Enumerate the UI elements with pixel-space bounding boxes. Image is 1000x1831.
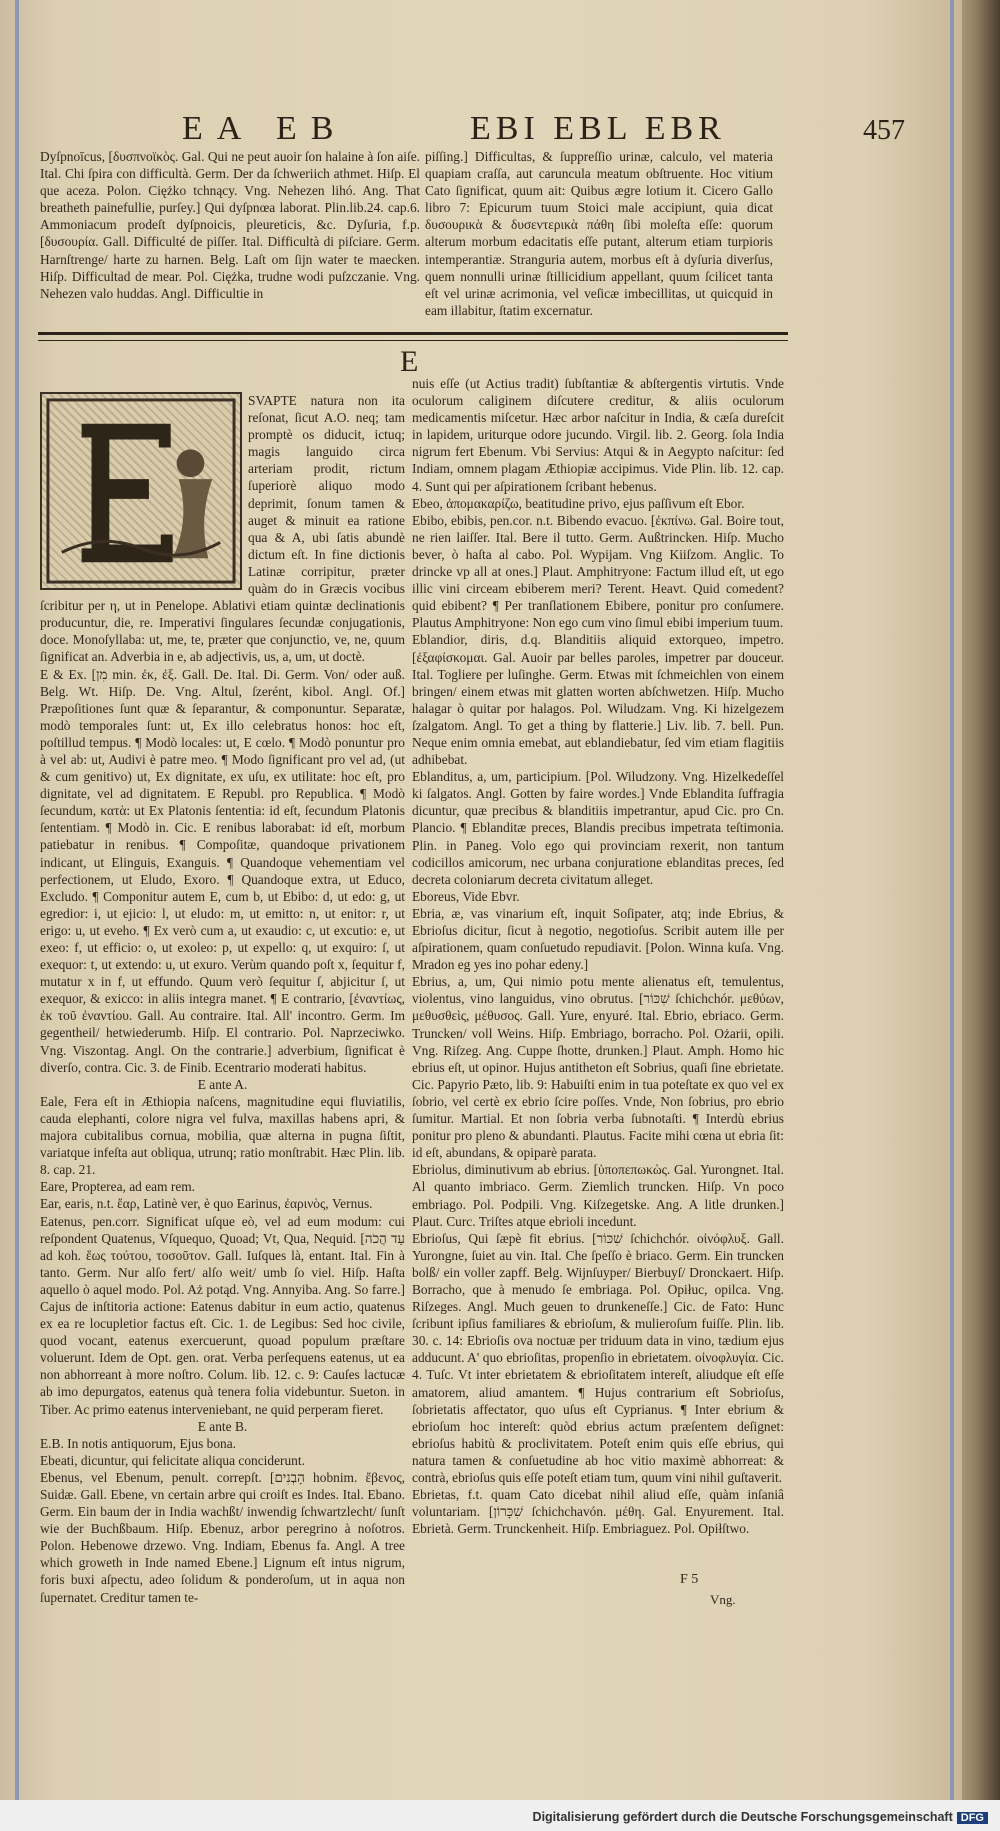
entry-ebriosus: Ebrioſus, Qui ſæpè fit ebrius. [שִׁכּוֹר ſchichchór. οἰνόφλυξ. Gall. Yurongne, ſuiet au vin. Ital. Che ſpeſſo è briaco. Germ. Ein truncken bolß/ ein voller zapff. Belg. Wijnſuyper/ Bierbuyſ/ Dronckaert. Hiſp. Borracho, que à menudo ſe embriaga. Pol. Opiłuc, opilca. Vng. Riſzeges. Angl. Much geuen to drunkeneſſe.] Cic. de Fato: Hunc ſcribunt ipſius familiares & ebrioſum, & mulieroſum fuiſſe. Plin. lib. 30. c. 14: Ebrioſis ova noctuæ per triduum data in vino, tædium ejus adducunt. A' quo ebrioſitas, propenſio in ebrietatem. οἰνοφλυγία. Cic. 4. Tuſc. Vt inter ebrietatem & ebrioſitatem intereſt, aliudque eſt eſſe amatorem, aliud amantem. ¶ Hujus contrarium eſt Sobrioſus, ſobrietatis affectator, quo uſus eſt Cyprianus. ¶ Inter ebrium & ebrioſum hoc intereſt: quòd ebrius actum præſentem deſignet: ebrioſus habitù & proclivitatem. Poteſt enim quis eſſe ebrius, qui natura tamen & conſuetudine ab hoc vitio maximè abhorreat: & contrà, ebrioſus quis eſſe poteſt etiam tum, quum vini nihil guſtaverit. <box>412 1230 784 1485</box>
entry-ear: Ear, earis, n.t. ἔαρ, Latinè ver, è quo Earinus, ἐαρινὸς, Vernus. <box>40 1196 373 1212</box>
entry-ebibo: Ebibo, ebibis, pen.cor. n.t. Bibendo evacuo. [ἐκπίνω. Gal. Boire tout, ne rien laiſſer. Ital. Bere il tutto. Germ. Außtrincken. Hiſp. Mucho bever, ò haſta al cabo. Pol. Wypijam. Vng Kiiſzom. Anglic. To drincke vp all at ones.] Plaut. Amphitryone: Factum illud eſt, ut ego illic vini circeam ebiberem meri? Terent. Heavt. Quid comedent? quid ebibent? ¶ Per tranſlationem Ebibere, ponitur pro conſumere. Plautus Amphitryone: Non ego cum vino ſimul ebibi imperium tuum. <box>412 512 784 631</box>
top-left-column <box>40 148 420 302</box>
entry-ebeo: Ebeo, ἀπομακαρίζω, beatitudine privo, ejus paſſivum eſt Ebor. <box>412 495 745 511</box>
entry-e-ex: E & Ex. [מִן min. ἐκ, ἐξ. Gall. De. Ital. Di. Germ. Von/ oder auß. Belg. Wt. Hiſp. De. Vng. Altul, ſzerént, kibol. Angl. Of.] Præpoſitiones ſunt quæ & ſeparantur, & componuntur. Separatæ, modò temporales ſunt: ut, Ex illo celebratus honos: hoc eſt, poſtillud tempus. ¶ Modò locales: ut, E cœlo. ¶ Modò ponuntur pro à vel ab: ut, Audivi è patre meo. ¶ Modo ſignificant pro vel ad, (ut & cum genitivo) ut, Ex dignitate, ex uſu, ex utilitate: hoc eſt, pro dignitate, vel ad dignitatem. E Republ. pro Republica. ¶ Modò ſecundum, κατὰ: ut Ex Platonis ſententia: id eſt, ſecundum Platonis ſententiam. ¶ Modò in. Cic. E renibus laborabat: id eſt, morbum patiebatur in renibus. ¶ Compoſitæ, quandoque privationem indicant, ut Elinguis, Exanguis. ¶ Quandoque vehementiam vel perfectionem, ut Eludo, Exoro. ¶ Quandoque extra, ut Educo, Excludo. ¶ Componitur autem E, cum b, ut Ebibo: d, ut edo: g, ut egredior: i, ut ejicio: l, ut eludo: m, ut emitto: n, ut enitor: r, ut erigo: u, ut eveho. ¶ Ex verò cum a, ut exaudio: c, ut excutio: e, ut exeo: f, ut efficio: o, ut exoleo: p, ut expello: q, ut exquiro: ſ, ut exequor: t, ut extendo: u, ut exuro. Verùm quando poſt x, ſequitur f, mutatur x in f, ut effundo. Quum verò ſequitur ſ, abjicitur ſ, ut exequor, & exiccо: in aliis integra manet. ¶ E contrario, [ἐναντίως, ἐκ τοῦ ἐναντίου. Gall. Au contraire. Ital. All' incontro. Germ. Im gegentheil/ hetwiederumb. Hiſp. El contrario. Pol. Naprzeciwko. Vng. Viszontag. Angl. On the contrarie.] adverbium, ſignificat è diverſo, contra. Cic. 3. de Finib. Ecentrario moderati habitus. <box>40 666 406 1075</box>
entry-ebrius: Ebrius, a, um, Qui nimio potu mente alienatus eſt, temulentus, violentus, vino languidus, vino obrutus. [שִׁכּוֹר ſchichchór. μεθύων, μεθυσθεὶς, μέθυσος. Gall. Yure, enyuré. Ital. Ebrio, ebriaco. Germ. Truncken/ voll Weins. Hiſp. Embriago, borracho. Pol. Ożarii, opili. Vng. Riſzeg. Ang. Cuppe ſhotte, drunken.] Plaut. Amph. Homo hic ebrius eſt, ut opinor. Hujus antitheton eſt Sobrius, quaſi ſine ebrietate. Cic. Papyrio Pæto, lib. 9: Habuiſti enim in tua poteſtate ex quo vel ex ſobrio, vel certè ex ebrio ſcire poſſes. Vnde, Non ſobrius, pro ebrio ſumitur. Martial. Et non ſobria verba ſubnotaſti. ¶ Interdù ebrius ponitur pro pleno & abundanti. Plautus. Facite mihi cœna ut ebria ſit: id eſt, abundans, & opiparè parata. <box>412 974 784 1161</box>
entry-ebenus: Ebenus, vel Ebenum, penult. correpſt. [הָבְנִים hobnim. ἔβενος, Suidæ. Gall. Ebene, vn certain arbre qui croiſt es Indes. Ital. Ebano. Germ. Ein baum der in India wachßt/ inwendig ſchwartzlecht/ ſunſt wie der Buchßbaum. Hiſp. Ebenuz, arbor peregrino à noſotros. Polon. Hebenowe drzewo. Vng. Indiam, Ebenus fa. Angl. A tree which groweth in Inde named Ebene.] Lignum eſt intus nigrum, foris buxi aſpectu, adeo ſolidum & ponderoſum, ut in aqua non ſupernatet. Creditur tamen te- <box>40 1469 405 1605</box>
decorated-initial-e <box>40 392 242 590</box>
divider-rule-top <box>38 332 788 335</box>
catchword: Vng. <box>710 1592 736 1607</box>
entry-eare: Eare, Propterea, ad eam rem. <box>40 1179 196 1195</box>
entry-eale: Eale, Fera eſt in Æthiopia naſcens, magnitudine equi fluviatilis, cauda elephanti, colore nigra vel fulva, maxillas habens apri, & majora cubitalibus cornua, mobilia, quæ alterna in pugna ſiſtit, variatque infeſta aut obliqua, utrunq; ratio monſtrabit. Hæc Plin. lib. 8. cap. 21. <box>40 1093 405 1178</box>
page-edge <box>962 0 1000 1831</box>
entry-ebeati: Ebeati, dicuntur, qui felicitate aliqua conciderunt. <box>40 1452 305 1468</box>
credit-text: Digitalisierung gefördert durch die Deutsche Forschungsgemeinschaft <box>532 1810 953 1824</box>
entry-eboreus: Eboreus, Vide Ebvr. <box>412 888 520 904</box>
header-left: EA EB <box>182 110 348 147</box>
top-left-text: Dyſpnoīcus, [δυσπνοϊκὸς. Gal. Qui ne peut auoir ſon halaine à ſon aiſe. Ital. Chi ſpira con difficultà. Germ. Der da ſchweriich athmet. Hiſp. El que acezа. Polon. Ciężko tchnący. Vng. Nehezen lihó. Ang. That breatheth painefullie, purſey.] Qui dyſpnœa laborat. Plin.lib.24. cap.6. Ammoniacum prodeſt dyſpnoicis, pleureticis, &c. Dyſuria, f.p. [δυσουρία. Gall. Difficulté de piſſer. Ital. Difficultà di piſciare. Germ. Harnſtrenge/ harte zu harnen. Belg. Laſt om ſijn water te maecken. Hiſp. Difficultad de mear. Pol. Ciężka, trudne wodi puſzczanie. Vng. Nehezen valo huddas. Angl. Difficultie in <box>40 149 420 301</box>
scan-margin-line-left <box>15 0 19 1800</box>
digitization-credit <box>533 1810 988 1824</box>
entry-eatenus: Eatenus, pen.corr. Significat uſque eò, vel ad eum modum: cui reſpondent Quatenus, Vſquequo, Quoad; Vt, Qua, Nequid. [עַד הֲכֹה ad koh. ἕως τούτου, τοσοῦτον. Gall. Iuſques là, entant. Ital. Fin à tanto. Germ. Nur alſo fert/ alſo weit/ umb ſo viel. Hiſp. Haſta aquello ò aquel modo. Pol. Aż potąd. Vng. Annyiba. Ang. So farre.] Cajus de inſtitoria actione: Eatenus dabitur in eum actio, quatenus ex ea re locupletior factus eſt. Cic. 1. de Legibus: Sed hoc civile, quod vocant, eatenus exercuerunt, quoad populum præſtare voluerunt. Idem de Opt. gen. orat. Verba perſequens eatenus, ut ea non abhorreant à more noſtro. Colum. lib. 12. c. 9: Cauſes lactucæ ab imo depurgatos, eatenus quà tenera folia videbuntur. Sueton. in Tiber. Ac primo eatenus interveniebant, ne quid perperam fieret. <box>40 1213 405 1417</box>
signature-mark: F 5 <box>680 1572 699 1587</box>
entry-e-intro: SVAPTE natura non ita reſonat, ſicut A.O. neq; tam promptè os diducit, ictuq; magis languido circa arteriam prodit, rictum ſuperiorè aliquo modo deprimit, ſonum tamen & auget & minuit ea ratione qua & A, ubi ſatis abundè dictum eſt. In fine dictionis Latinæ corripitur, præter quàm do in Græcis vocibus ſcribitur per η, ut in Penelope. Ablativi etiam quintæ declinationis producuntur, die, re. Imperativi ſingulares ſecundæ conjugationis, doce. Monoſyllaba: ut, me, te, præter que conjunctio, ve, ne, quum ſignificat an. Adverbia in e, ab adjectivis, us, a, um, ut doctè. <box>40 393 405 665</box>
entry-eblanditus: Eblanditus, a, um, participium. [Pol. Wiludzony. Vng. Hizelkedeſſel ki ſalgatos. Angl. Gotten by faire wordes.] Vnde Eblandita ſuffragia dicuntur, quæ precibus & blanditiis impetrantur, apud Cic. pro Cn. Plancio. ¶ Eblanditæ preces, Blandis precibus impetrata teſtimonia. Plin. in Paneg. Volo ego qui provinciam rexerit, non tantum codicillos amicorum, nec urbana conjuratione eblanditas preces, ſed decreta coloniarum decreta civitatum alleget. <box>412 769 784 887</box>
top-right-column <box>425 148 773 319</box>
woodcut-illustration-icon <box>42 394 240 588</box>
section-letter: E <box>400 345 419 378</box>
entry-eb: E.B. In notis antiquorum, Ejus bona. <box>40 1435 237 1451</box>
divider-rule-bottom <box>38 340 788 341</box>
header-right: EBI EBL EBR <box>470 110 726 147</box>
main-right-column <box>412 375 784 1537</box>
subheading-e-ante-b: E ante B. <box>197 1418 248 1434</box>
dfg-logo: DFG <box>957 1812 988 1824</box>
scan-margin-line-right <box>950 0 954 1800</box>
entry-ebrietas: Ebrietas, f.t. quam Cato dicebat nihil aliud eſſe, quàm inſaniâ voluntariam. [שִׁכָּרוֹן ſchichchavón. μέθη. Gal. Enyurement. Ital. Ebrietà. Germ. Trunckenheit. Hiſp. Embriaguez. Pol. Opiłſtwo. <box>412 1487 785 1537</box>
entry-ebenus-cont: nuis eſſe (ut Actius tradit) ſubſtantiæ & abſtergentis virtutis. Vnde oculorum caliginem diſcutere creditur, & aliis oculorum medicamentis miſcetur. Hæc arbor naſcitur in India, & cæſa dureſcit in lapidem, uriturque odore jucundo. Virgil. lib. 2. Georg. ſola India nigrum fert Ebenum. Vbi Servius: Atqui & in Aegypto naſcitur: ſed Indiam, omnem plagam Æthiopiæ accipimus. Vide Plin. lib. 12. cap. 4. Sunt qui per aſpirationem ſcribant hebenus. <box>412 376 784 494</box>
top-right-text: piſſing.] Difficultas, & ſuppreſſio urinæ, calculo, vel materia quapiam craſſa, aut caruncula meatum obſtruente. Hoc vitium Cato ſignificat, quum ait: Quibus ægre lotium it. Cicero Gallo libro 7: Epicurum tuum Stoici male accipiunt, quia dicat δυσουρικὰ & δυσεντερικὰ πάθη ſibi moleſta eſſe: quorum alterum morbum edacitatis eſſe putant, alterum etiam turpioris intemperantiæ. Stranguria autem, morbus eſt à dyſuria diverſus, quem nonnulli urinæ ſtillicidium appellant, quum ſcilicet tanta eſt vel urinæ acrimonia, vel veſicæ imbecillitas, ut quicquid in eam illabitur, ſtatim excernatur. <box>425 149 773 318</box>
page-number: 457 <box>863 115 905 146</box>
entry-ebriolus: Ebriolus, diminutivum ab ebrius. [ὑποπεπωκὼς. Gal. Yurongnet. Ital. Al quanto imbriaco. Germ. Ziemlich truncken. Hiſp. Vn poco embriago. Pol. Podpili. Vng. Kiſzegetske. Ang. A litle drunken.] Plaut. Curc. Triſtes atque ebrioli incedunt. <box>412 1162 784 1229</box>
subheading-e-ante-a: E ante A. <box>197 1076 248 1092</box>
entry-ebria: Ebria, æ, vas vinarium eſt, inquit Soſipater, atq; inde Ebrius, & Ebrioſus dicitur, ſicut à negotio, negotioſus. Scribit autem ille per aſpirationem, quam conſuetudo repudiavit. [Polon. Winna kuſa. Vng. Mradon eg yes ino pohar edeny.] <box>412 905 784 973</box>
entry-eblandior: Eblandior, diris, d.q. Blanditiis aliquid extorqueo, impetro. [ἐξαφίσκομαι. Gal. Auoir par belles paroles, impetrer par douceur. Ital. Togliere per luſinghe. Germ. Etwas mit ſchmeichlen von einem bringen/ einem etwas mit glatten worten abſchwetzen. Hiſp. Mucho halagar ò quitar por halagos. Pol. Wiludzam. Vng. Ki hizelgezem ſzalgatom. Angl. To get a thing by flatterie.] Liv. lib. 7. bell. Pun. Neque enim omnia emebat, aut eblandiebatur, ſed vim etiam flagitiis adhibebat. <box>412 632 784 768</box>
